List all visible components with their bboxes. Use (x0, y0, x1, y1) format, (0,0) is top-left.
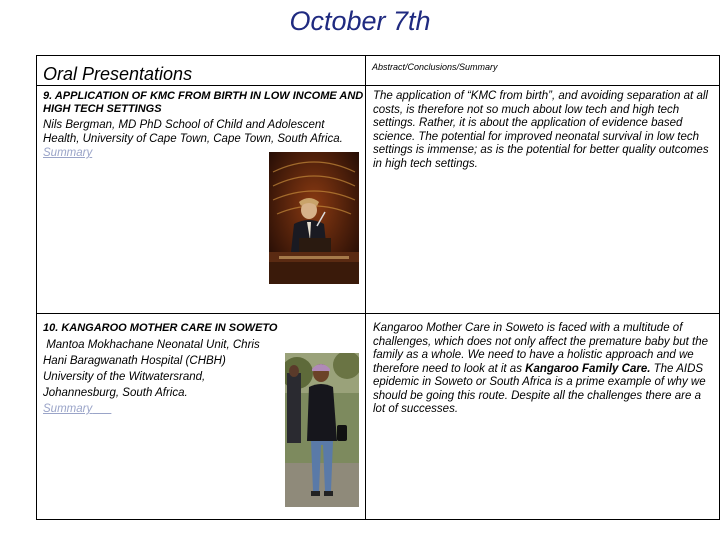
presentation-title: 10. KANGAROO MOTHER CARE IN SOWETO (43, 322, 278, 334)
summary-link-label: Summary (43, 403, 93, 415)
table-header-row (37, 56, 720, 86)
summary-link[interactable]: Summary (43, 147, 93, 159)
presentations-table (36, 55, 720, 520)
presenter-photo (269, 152, 359, 284)
abstract-text (366, 314, 719, 417)
abstract-text-part: The AIDS epidemic in Soweto or South Africa is a prime example of why we should be going this route. Despite all the challenges there are a lot of successes. (373, 362, 706, 415)
col-header-oral-presentations (37, 56, 366, 86)
presentation-cell (37, 86, 366, 314)
page-title: October 7th (289, 6, 431, 36)
col-header-abstract (366, 56, 720, 86)
presenter-line: University of the Witwatersrand, (43, 371, 206, 383)
abstract-text: The application of “KMC from birth”, and avoiding separation at all costs, is therefore not so much about low tech and high tech settings. Rather, it is about the application of evidence based science. The potential for improved neonatal survival in low tech settings is immense; as is the potential for better quality outcomes in high tech settings. (373, 90, 709, 170)
oral-presentations-header: Oral Presentations (43, 64, 193, 84)
presenter-line: Hani Baragwanath Hospital (CHBH) (43, 355, 226, 367)
woman-standing-outdoors-image (285, 353, 359, 507)
presenter-line: Mantoa Mokhachane Neonatal Unit, Chris (43, 339, 260, 351)
abstract-text-part: Kangaroo Mother Care in Soweto is faced with a multitude of challenges, which does not only affect the premature baby but the family as a whole. We need to have a holistic approach and we therefore need to look at it as (373, 322, 708, 375)
abstract-cell (366, 314, 720, 520)
abstract-emphasis: Kangaroo Family Care. (525, 362, 651, 375)
abstract-cell (366, 86, 720, 314)
abstract-header: Abstract/Conclusions/Summary (372, 62, 498, 72)
presenter-line: Johannesburg, South Africa. (43, 387, 188, 399)
table-row (37, 314, 720, 520)
presenter-affiliation: Nils Bergman, MD PhD School of Child and Adolescent Health, University of Cape Town, Cape Town, South Africa. (43, 119, 343, 145)
presenter-photo (285, 353, 359, 507)
presentation-title: 9. APPLICATION OF KMC FROM BIRTH IN LOW INCOME AND HIGH TECH SETTINGS (43, 90, 364, 115)
presentation-cell (37, 314, 366, 520)
table-row (37, 86, 720, 314)
speaker-at-podium-image (269, 152, 359, 284)
